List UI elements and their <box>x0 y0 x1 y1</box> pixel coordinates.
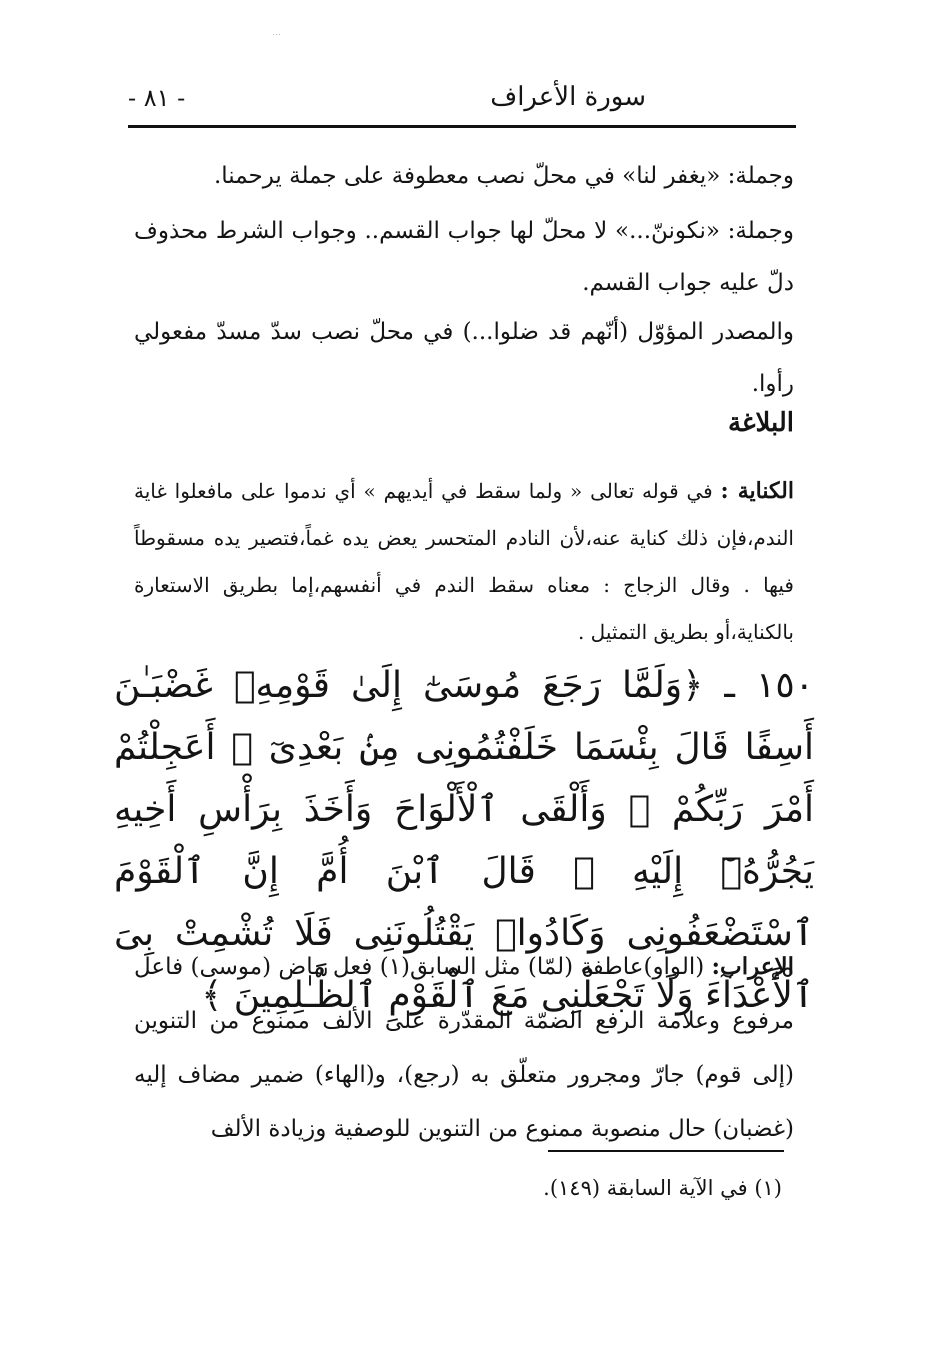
footnote: (١) في الآية السابقة (١٤٩). <box>543 1176 782 1200</box>
irab-text: (الواو)عاطفة (لمّا) مثل السابق(١) فعل ماض (موسى) فاعل مرفوع وعلامة الرفع الضمّة المقدّرة على الألف ممنوع من التنوين (إلى قوم) جارّ ومجرور متعلّق به (رجع)، و(الهاء) ضمير مضاف إليه (غضبان) حال منصوبة ممنوع من التنوين للوصفية وزيادة الألف <box>134 954 794 1142</box>
kinaya-label: الكناية : <box>720 478 794 504</box>
paragraph-masdar-muawwal: والمصدر المؤوّل (أنّهم قد ضلوا...) في محلّ نصب سدّ مسدّ مفعولي رأوا. <box>134 319 794 397</box>
quran-verse-150: ١٥٠ ـ ﴿وَلَمَّا رَجَعَ مُوسَىٰٓ إِلَىٰ قَوْمِهِۦ غَضْبَـٰنَ أَسِفًا قَالَ بِئْسَمَا خَلَفْتُمُونِى مِنۢ بَعْدِىٓ ۖ أَعَجِلْتُمْ أَمْرَ رَبِّكُمْ ۖ وَأَلْقَى ٱلْأَلْوَاحَ وَأَخَذَ بِرَأْسِ أَخِيهِ يَجُرُّهُۥٓ إِلَيْهِ ۚ قَالَ ٱبْنَ أُمَّ إِنَّ ٱلْقَوْمَ ٱسْتَضْعَفُونِى وَكَادُوا۟ يَقْتُلُونَنِى فَلَا تُشْمِتْ بِىَ ٱلْأَعْدَآءَ وَلَا تَجْعَلْنِى مَعَ ٱلْقَوْمِ ٱلظَّـٰلِمِينَ ﴾ <box>114 665 814 1016</box>
kinaya-text: في قوله تعالى « ولما سقط في أيديهم » أي ندموا على مافعلوا غاية الندم،فإن ذلك كناية عنه،لأن النادم المتحسر يعض يده غماً،فتصير يده مسقوطاً فيها . وقال الزجاج : معناه سقط الندم في أنفسهم،إما بطريق الاستعارة بالكناية،أو بطريق التمثيل . <box>134 479 794 644</box>
irab-paragraph <box>134 940 794 1156</box>
surah-title: سورة الأعراف <box>490 82 646 112</box>
page-header <box>128 74 796 118</box>
header-rule <box>128 125 796 128</box>
page-number: - ٨١ - <box>128 84 186 112</box>
scan-speck: ⋯ <box>272 30 281 40</box>
kinaya-paragraph <box>134 468 794 656</box>
irab-label: الإعراب: <box>711 953 795 980</box>
paragraph-jumla-yaghfir: وجملة: «يغفر لنا» في محلّ نصب معطوفة على جملة يرحمنا. <box>213 163 794 189</box>
footnote-rule <box>548 1150 784 1152</box>
paragraph-jumla-nakunanna: وجملة: «نكوننّ...» لا محلّ لها جواب القسم.. وجواب الشرط محذوف دلّ عليه جواب القسم. <box>134 218 794 296</box>
balagha-heading: البلاغة <box>727 408 794 438</box>
